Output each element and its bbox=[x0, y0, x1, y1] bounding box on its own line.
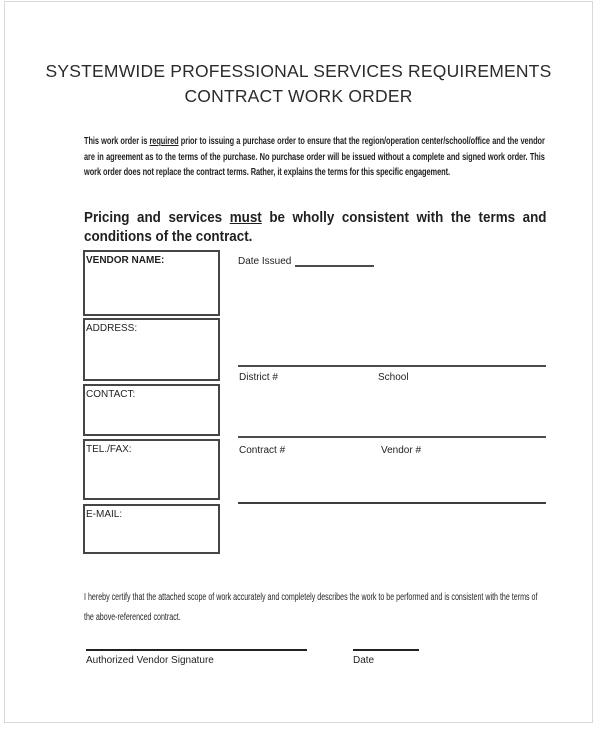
signature-date-label: Date bbox=[353, 655, 375, 666]
address-field-box[interactable] bbox=[83, 318, 220, 381]
bottom-fill-line[interactable] bbox=[238, 502, 546, 504]
address-label: ADDRESS: bbox=[86, 323, 138, 334]
tel-fax-label: TEL./FAX: bbox=[86, 444, 132, 455]
school-label: School bbox=[378, 372, 409, 383]
contact-label: CONTACT: bbox=[86, 389, 136, 400]
vendor-name-field-box[interactable] bbox=[83, 250, 220, 316]
tel-fax-field-box[interactable] bbox=[83, 439, 220, 500]
intro-text-pre: This work order is bbox=[84, 136, 150, 148]
document-title-line1: SYSTEMWIDE PROFESSIONAL SERVICES REQUIREMENTS bbox=[45, 61, 552, 81]
vendor-number-label: Vendor # bbox=[381, 445, 422, 456]
signature-date-line[interactable] bbox=[353, 649, 419, 652]
certification-text: I hereby certify that the attached scope of work accurately and completely describes the work to be performed and is consistent with the terms of the above-referenced contract. bbox=[84, 592, 538, 623]
document-title bbox=[5, 59, 592, 108]
pricing-statement bbox=[84, 209, 547, 247]
document-page bbox=[4, 1, 593, 723]
contact-field-box[interactable] bbox=[83, 384, 220, 436]
vendor-name-label: VENDOR NAME: bbox=[86, 255, 165, 266]
intro-paragraph bbox=[84, 134, 545, 181]
document-title-line2: CONTRACT WORK ORDER bbox=[184, 85, 413, 106]
pricing-text-post: be wholly consistent with the terms and conditions of the contract. bbox=[84, 209, 547, 245]
contract-vendor-fill-line[interactable] bbox=[238, 436, 546, 438]
pricing-text-pre: Pricing and services bbox=[84, 209, 230, 226]
date-issued-blank-line[interactable] bbox=[295, 253, 374, 267]
contract-number-label: Contract # bbox=[239, 445, 286, 456]
intro-text-underlined: required bbox=[149, 136, 179, 148]
district-number-label: District # bbox=[239, 372, 278, 383]
intro-text-post: prior to issuing a purchase order to ensure that the region/operation center/school/office and the vendor are in agreement as to the terms of the purchase. No purchase order will be issued without a complete and signed work order. This work order does not replace the contract terms. Rather, it explains the terms for this specific engagement. bbox=[84, 136, 545, 179]
date-issued-row bbox=[238, 253, 374, 267]
email-field-box[interactable] bbox=[83, 504, 220, 554]
district-school-fill-line[interactable] bbox=[238, 365, 546, 367]
authorized-vendor-signature-label: Authorized Vendor Signature bbox=[86, 655, 214, 666]
district-school-labels bbox=[238, 372, 546, 386]
email-label: E-MAIL: bbox=[86, 509, 123, 520]
contract-vendor-labels bbox=[238, 445, 546, 459]
pricing-text-underlined: must bbox=[229, 209, 262, 226]
date-issued-label: Date Issued bbox=[238, 256, 292, 267]
vendor-signature-line[interactable] bbox=[86, 649, 307, 652]
